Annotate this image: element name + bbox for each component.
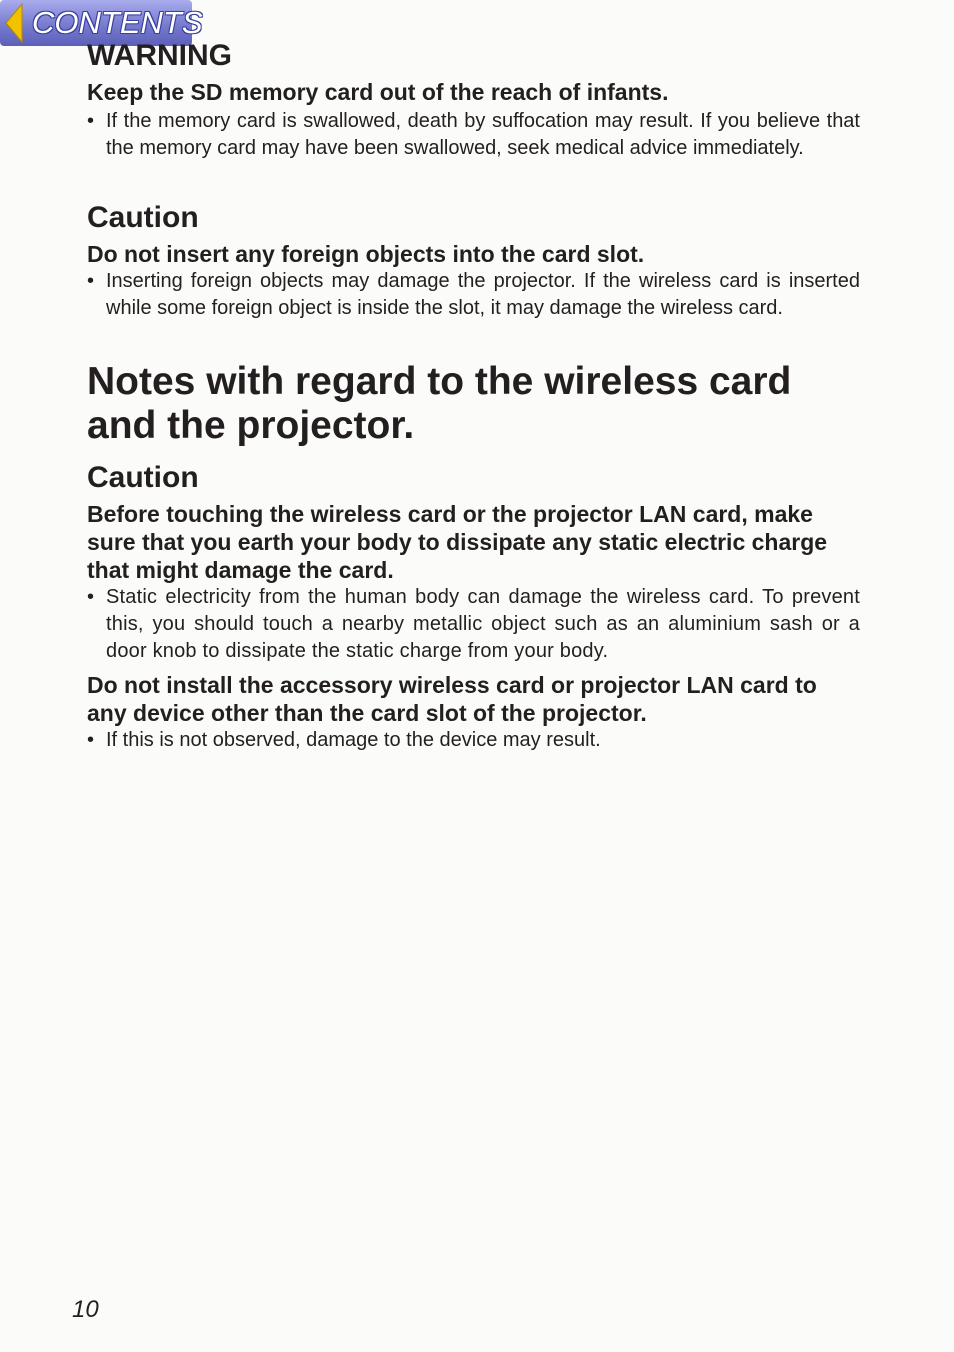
list-item (87, 727, 860, 754)
page-content (87, 38, 860, 754)
bullet-text: Static electricity from the human body can damage the wireless card. To prevent this, you should touch a nearby metallic object such as an aluminium sash or a door knob to dissipate the static charge from your body. (106, 586, 860, 662)
caution-2-bullet-list-1 (87, 584, 860, 665)
bullet-icon: • (87, 270, 95, 292)
caution-section-2 (87, 460, 860, 754)
caution-2-subheading-1: Before touching the wireless card or the projector LAN card, make sure that you earth your body to dissipate any static electric charge that might damage the card. (87, 501, 828, 583)
bullet-icon: • (87, 110, 95, 132)
bullet-text: If the memory card is swallowed, death by suffocation may result. If you believe that the memory card may have been swallowed, seek medical advice immediately. (106, 110, 860, 159)
notes-title (87, 360, 860, 448)
caution-1-subheading: Do not insert any foreign objects into the card slot. (87, 241, 645, 267)
caution-2-bullet-list-2 (87, 727, 860, 754)
bullet-text: If this is not observed, damage to the device may result. (106, 729, 601, 751)
caution-2-subheading-2: Do not install the accessory wireless card or projector LAN card to any device other than the card slot of the projector. (87, 672, 817, 726)
warning-subheading: Keep the SD memory card out of the reach of infants. (87, 79, 669, 105)
bullet-text: Inserting foreign objects may damage the projector. If the wireless card is inserted while some foreign object is inside the slot, it may damage the wireless card. (106, 270, 860, 319)
notes-section (87, 360, 860, 448)
notes-title-line-1: Notes with regard to the wireless card (87, 360, 792, 403)
notes-title-line-2: and the projector. (87, 404, 415, 447)
bullet-icon: • (87, 729, 95, 751)
caution-heading-1: Caution (87, 201, 199, 234)
page-number: 10 (72, 1296, 99, 1323)
list-item (87, 584, 860, 665)
warning-section (87, 38, 860, 162)
caution-heading-2: Caution (87, 461, 199, 494)
contents-label: CONTENTS (32, 5, 203, 40)
caution-section-1 (87, 200, 860, 322)
list-item (87, 108, 860, 162)
list-item (87, 268, 860, 322)
warning-bullet-list (87, 108, 860, 162)
warning-heading: WARNING (87, 39, 232, 72)
caution-1-bullet-list (87, 268, 860, 322)
bullet-icon: • (87, 586, 95, 608)
